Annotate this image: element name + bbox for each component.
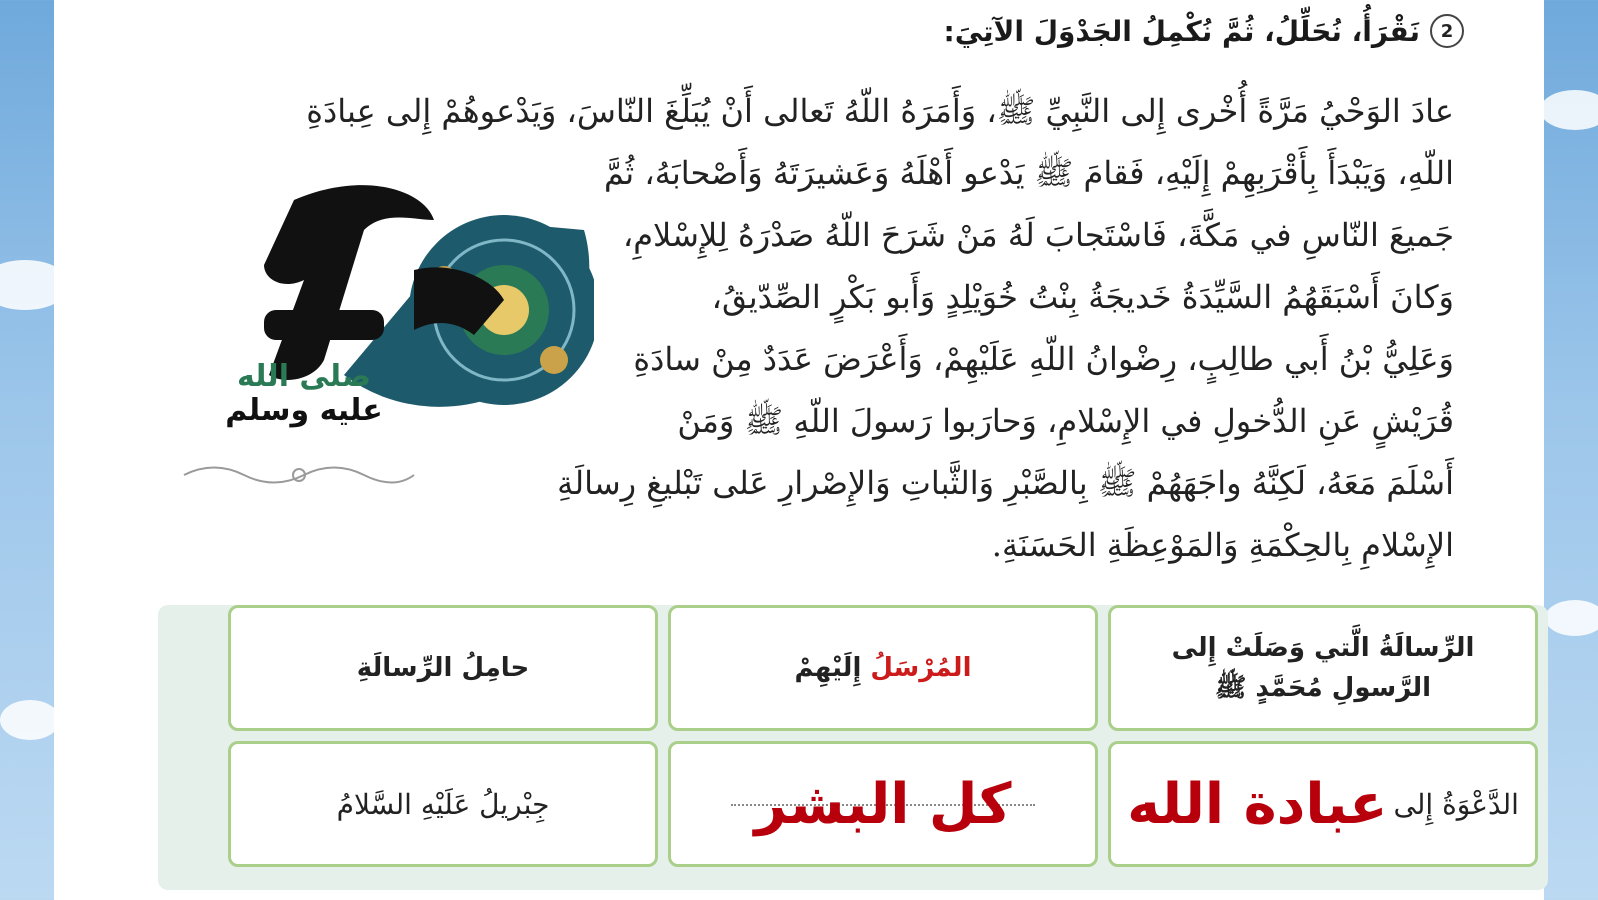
answer-cell-message (1108, 741, 1538, 867)
logo-salutation-line1: صلى الله (236, 359, 372, 394)
paragraph-line: الإِسْلامِ بِالحِكْمَةِ وَالمَوْعِظَةِ الحَسَنَةِ. (991, 526, 1454, 564)
logo-salutation-line2: عليه وسلم (225, 393, 383, 428)
instruction-text: نَقْرَأُ، نُحَلِّلُ، ثُمَّ نُكْمِلُ الجَدْوَلَ الآتِيَ: (943, 14, 1420, 48)
cloud (1545, 600, 1598, 636)
answer-cell-carrier (228, 741, 658, 867)
paragraph-line: أَسْلَمَ مَعَهُ، لَكِنَّهُ واجَهَهُمْ ﷺ بِالصَّبْرِ وَالثَّباتِ وَالإِصْرارِ عَلى تَبْليغِ رِسالَةِ (557, 464, 1454, 502)
worksheet-page (54, 0, 1544, 900)
paragraph-line: وَعَلِيُّ بْنُ أَبي طالِبٍ، رِضْوانُ اللّهِ عَلَيْهِمْ، وَأَعْرَضَ عَدَدٌ مِنْ سادَةِ (633, 340, 1454, 378)
ornament-divider (174, 460, 424, 490)
answer-carrier: جِبْريلُ عَلَيْهِ السَّلامُ (336, 787, 550, 821)
cloud (0, 700, 60, 740)
header-carrier: حامِلُ الرِّسالَةِ (356, 653, 530, 683)
header-cell-carrier (228, 605, 658, 731)
instruction-row (944, 14, 1465, 48)
analysis-table (158, 605, 1548, 890)
header-recipients-rest: إِلَيْهِمْ (794, 653, 871, 683)
answer-message-prefix: الدَّعْوَةُ إِلى (1393, 787, 1519, 821)
prophet-name-logo (174, 160, 594, 520)
logo-salutation (214, 360, 394, 428)
question-number-badge: 2 (1430, 14, 1464, 48)
paragraph-line: جَميعَ النّاسِ في مَكَّةَ، فَاسْتَجابَ لَهُ مَنْ شَرَحَ اللّهُ صَدْرَهُ لِلإِسْلامِ، (622, 216, 1454, 254)
header-recipients-red: المُرْسَلُ (870, 653, 972, 683)
paragraph-line: اللّهِ، وَيَبْدَأَ بِأَقْرَبِهِمْ إِلَيْهِ، فَقامَ ﷺ يَدْعو أَهْلَهُ وَعَشيرَتَهُ وَأَصْحابَهُ، ثُمَّ (603, 154, 1454, 192)
header-cell-recipients (668, 605, 1098, 731)
cloud (1540, 90, 1598, 130)
header-message-line2: الرَّسولِ مُحَمَّدٍ ﷺ (1214, 673, 1432, 703)
paragraph-line: عادَ الوَحْيُ مَرَّةً أُخْرى إِلى النَّبِيِّ ﷺ، وَأَمَرَهُ اللّهُ تَعالى أَنْ يُبَلِّغَ النّاسَ، وَيَدْعوهُمْ إِلى عِبادَةِ (306, 92, 1454, 130)
header-message-line1: الرِّسالَةُ الَّتي وَصَلَتْ إِلى (1171, 633, 1475, 663)
paragraph-line: وَكانَ أَسْبَقَهُمُ السَّيِّدَةُ خَديجَةُ بِنْتُ خُوَيْلِدٍ وَأَبو بَكْرٍ الصِّدّيقُ، (711, 278, 1454, 316)
paragraph-line: قُرَيْشٍ عَنِ الدُّخولِ في الإِسْلامِ، وَحارَبوا رَسولَ اللّهِ ﷺ وَمَنْ (677, 402, 1454, 440)
answer-message-handwritten: عبادة الله (1127, 771, 1388, 837)
answer-cell-recipients (668, 741, 1098, 867)
answer-recipients-handwritten: كل البشر (754, 771, 1012, 837)
header-cell-message (1108, 605, 1538, 731)
